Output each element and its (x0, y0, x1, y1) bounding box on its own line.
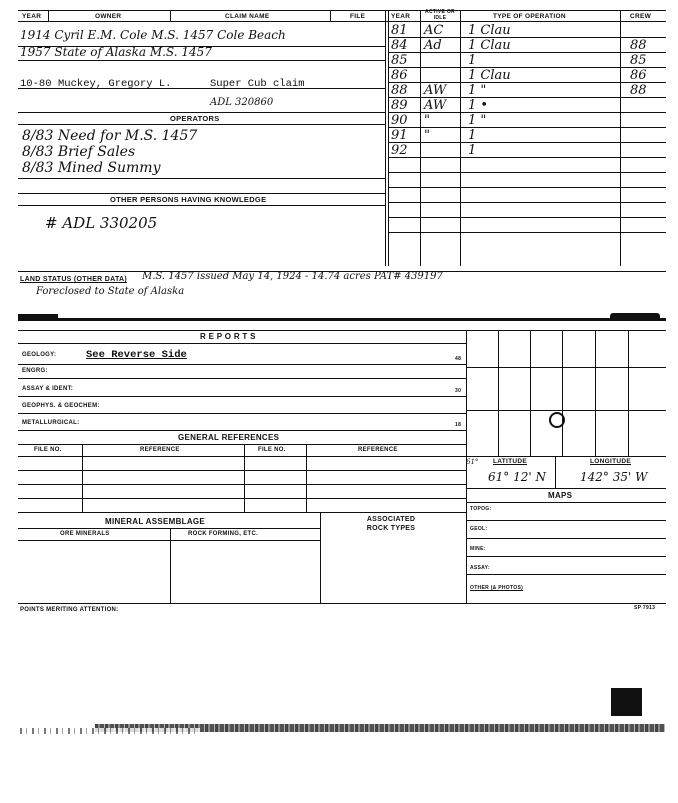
activity-crew: 88 (630, 38, 647, 53)
owner-row-2: 1957 State of Alaska M.S. 1457 (20, 45, 212, 59)
header-crew: CREW (630, 13, 652, 20)
form-number: SP 7913 (634, 605, 656, 611)
mineral-assemblage-title: MINERAL ASSEMBLAGE (105, 517, 206, 526)
operator-1: 8/83 Need for M.S. 1457 (22, 128, 198, 144)
header-owner: OWNER (95, 13, 122, 20)
activity-operation: 1 • (468, 98, 489, 113)
report-number-3: 18 (455, 422, 462, 428)
operator-3: 8/83 Mined Summy (22, 160, 161, 176)
gen-ref-header-file-1: FILE NO. (34, 447, 62, 453)
longitude-value: 142° 35' W (580, 470, 648, 484)
activity-operation: 1 (468, 128, 477, 143)
latitude-label: LATITUDE (493, 458, 528, 465)
header-year-2: YEAR (391, 13, 411, 20)
map-field-geol: GEOL: (470, 526, 488, 532)
typed-code: 10-80 (20, 78, 52, 90)
gen-ref-header-ref-2: REFERENCE (358, 447, 398, 453)
other-persons-label: OTHER PERSONS HAVING KNOWLEDGE (110, 195, 267, 204)
activity-operation: 1 (468, 143, 477, 158)
report-geology-value: See Reverse Side (86, 349, 187, 361)
activity-crew: 86 (630, 68, 647, 83)
rock-forming-header: ROCK FORMING, ETC. (188, 531, 259, 537)
header-year: YEAR (22, 13, 42, 20)
activity-crew: 88 (630, 83, 647, 98)
header-active-idle: ACTIVE OR IDLE (425, 9, 455, 21)
report-engrg-label: ENGRG: (22, 368, 48, 374)
activity-year: 84 (391, 38, 408, 53)
gen-ref-header-file-2: FILE NO. (258, 447, 286, 453)
gen-ref-header-ref-1: REFERENCE (140, 447, 180, 453)
activity-operation: 1 Clau (468, 23, 511, 38)
map-field-topog: TOPOG: (470, 506, 492, 512)
report-metallurgical-label: METALLURGICAL: (22, 420, 80, 426)
activity-year: 90 (391, 113, 408, 128)
scan-noise-band-left (20, 728, 200, 734)
owner-row-1: 1914 Cyril E.M. Cole M.S. 1457 Cole Beach (20, 28, 286, 42)
typed-claim: Super Cub claim (210, 78, 305, 90)
land-status-line-1: M.S. 1457 issued May 14, 1924 - 14.74 acres PAT# 439197 (142, 271, 443, 282)
location-circle-marker (549, 412, 565, 428)
activity-status: Ad (424, 38, 442, 53)
activity-year: 85 (391, 53, 408, 68)
land-status-label: LAND STATUS (OTHER DATA) (20, 276, 128, 283)
activity-crew: 85 (630, 53, 647, 68)
longitude-label: LONGITUDE (590, 458, 631, 465)
report-geophys-label: GEOPHYS. & GEOCHEM: (22, 403, 100, 409)
header-claim-name: CLAIM NAME (225, 13, 270, 20)
activity-operation: 1 " (468, 113, 487, 128)
report-number-1: 48 (455, 356, 462, 362)
lat-prefix: 61° (466, 458, 479, 466)
activity-year: 86 (391, 68, 408, 83)
activity-operation: 1 (468, 53, 477, 68)
associated-rock-types: ASSOCIATED ROCK TYPES (366, 516, 416, 532)
land-status-line-2: Foreclosed to State of Alaska (36, 286, 185, 297)
activity-status: " (424, 113, 430, 128)
map-field-assay: ASSAY: (470, 565, 490, 571)
points-meriting-attention-label: POINTS MERITING ATTENTION: (20, 607, 119, 613)
activity-year: 91 (391, 128, 408, 143)
typed-owner: Muckey, Gregory L. (58, 78, 172, 90)
report-geology-label: GEOLOGY: (22, 352, 57, 358)
activity-status: " (424, 128, 430, 143)
activity-year: 92 (391, 143, 408, 158)
ore-minerals-header: ORE MINERALS (60, 531, 110, 537)
activity-year: 81 (391, 23, 408, 38)
operators-label: OPERATORS (170, 114, 220, 123)
map-field-mine: MINE: (470, 546, 486, 552)
activity-operation: 1 Clau (468, 38, 511, 53)
adl-number: ADL 320860 (210, 97, 274, 108)
activity-status: AC (424, 23, 444, 38)
maps-label: MAPS (548, 491, 573, 500)
activity-status: AW (424, 83, 447, 98)
operator-2: 8/83 Brief Sales (22, 144, 136, 160)
activity-operation: 1 Clau (468, 68, 511, 83)
report-assay-label: ASSAY & IDENT: (22, 386, 74, 392)
header-file: FILE (350, 13, 366, 20)
report-number-2: 30 (455, 388, 462, 394)
activity-operation: 1 " (468, 83, 487, 98)
other-persons-value: # ADL 330205 (45, 214, 158, 232)
map-field-other: OTHER (& PHOTOS) (470, 585, 524, 591)
latitude-value: 61° 12' N (488, 470, 546, 484)
activity-year: 89 (391, 98, 408, 113)
header-type-of-operation: TYPE OF OPERATION (493, 13, 566, 20)
general-references-title: GENERAL REFERENCES (178, 433, 280, 442)
activity-status: AW (424, 98, 447, 113)
activity-year: 88 (391, 83, 408, 98)
reports-title: R E P O R T S (200, 332, 256, 341)
black-registration-mark (611, 688, 642, 716)
